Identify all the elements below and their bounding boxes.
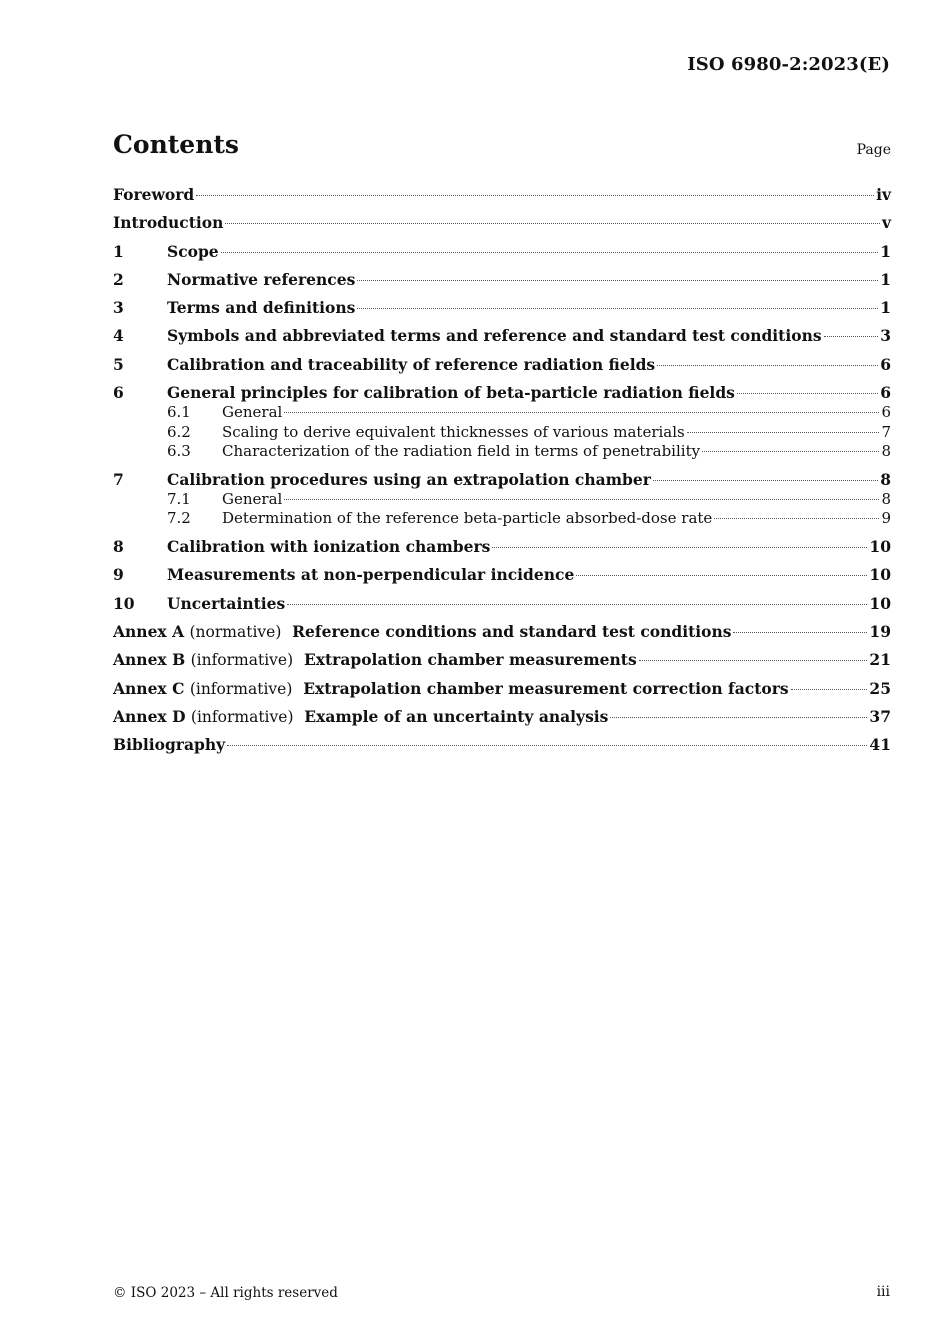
toc-entry-number: 9 [113, 565, 124, 585]
page-column-label: Page [856, 142, 891, 158]
toc-entry-general-principles[interactable] [113, 383, 891, 403]
toc-entry-page: 10 [869, 565, 891, 585]
toc-entry-foreword[interactable] [113, 185, 891, 205]
toc-entry-page: 37 [869, 706, 891, 726]
toc-dot-leader [357, 308, 878, 309]
toc-dot-leader [284, 412, 879, 413]
toc-dot-leader [657, 365, 878, 366]
footer-page-number: iii [876, 1284, 890, 1300]
toc-annex-heading [113, 622, 731, 642]
toc-subentry-6-2[interactable] [113, 423, 891, 443]
toc-entry-annex-d[interactable] [113, 707, 891, 727]
toc-subentry-title: Scaling to derive equivalent thicknesses of various materials [222, 422, 685, 441]
toc-entry-number: 8 [113, 537, 124, 557]
toc-dot-leader [225, 223, 880, 224]
toc-entry-normative-references[interactable] [113, 270, 891, 290]
toc-entry-title: Scope [167, 241, 219, 261]
toc-entry-title: Uncertainties [167, 593, 286, 613]
toc-entry-symbols[interactable] [113, 326, 891, 346]
toc-dot-leader [196, 195, 874, 196]
toc-entry-title: General principles for calibration of beta-particle radiation fields [167, 383, 735, 403]
annex-kind: (informative) [190, 707, 294, 726]
toc-entry-number: 3 [113, 298, 124, 318]
toc-entry-annex-c[interactable] [113, 679, 891, 699]
toc-entry-bibliography[interactable] [113, 735, 891, 755]
toc-entry-title: Introduction [113, 213, 224, 233]
toc-entry-non-perpendicular[interactable] [113, 565, 891, 585]
toc-subentry-title: Characterization of the radiation field in terms of penetrability [222, 442, 701, 461]
toc-dot-leader [610, 717, 867, 718]
toc-entry-number: 6 [113, 383, 124, 403]
toc-dot-leader [702, 451, 879, 452]
toc-entry-page: 1 [880, 241, 891, 261]
toc-entry-title: Terms and definitions [167, 298, 356, 318]
toc-subentry-6-1[interactable] [113, 403, 891, 423]
toc-entry-number: 4 [113, 326, 124, 346]
toc-dot-leader [576, 575, 867, 576]
toc-entry-title: Bibliography [113, 735, 226, 755]
annex-label: Annex C [113, 678, 185, 698]
annex-label: Annex A [113, 622, 185, 642]
annex-title: Reference conditions and standard test conditions [292, 622, 732, 642]
toc-entry-page: 21 [869, 650, 891, 670]
toc-entry-number: 1 [113, 241, 124, 261]
toc-dot-leader [653, 480, 878, 481]
toc-entry-ionization-chambers[interactable] [113, 537, 891, 557]
toc-annex-heading [113, 707, 608, 727]
toc-entry-page: 10 [869, 537, 891, 557]
toc-entry-uncertainties[interactable] [113, 594, 891, 614]
toc-entry-calibration-traceability[interactable] [113, 355, 891, 375]
toc-entry-page: iv [876, 185, 891, 204]
annex-title: Example of an uncertainty analysis [304, 706, 609, 726]
toc-subentry-page: 6 [881, 403, 891, 422]
toc-subentry-page: 8 [881, 489, 891, 508]
toc-entry-page: 6 [880, 383, 891, 403]
toc-subentry-7-2[interactable] [113, 509, 891, 529]
toc-entry-scope[interactable] [113, 242, 891, 262]
toc-subentry-number: 6.2 [167, 422, 191, 441]
toc-entry-page: 1 [880, 269, 891, 289]
toc-subentry-6-3[interactable] [113, 442, 891, 462]
toc-entry-page: 41 [869, 735, 891, 755]
toc-dot-leader [733, 632, 867, 633]
toc-entry-title: Calibration with ionization chambers [167, 537, 491, 557]
toc-subentry-page: 8 [881, 442, 891, 461]
toc-entry-page: v [881, 213, 891, 233]
toc-annex-heading [113, 650, 637, 670]
toc-subentry-page: 7 [881, 422, 891, 441]
toc-entry-terms-and-definitions[interactable] [113, 298, 891, 318]
toc-entry-title: Calibration procedures using an extrapolation chamber [167, 469, 651, 489]
toc-dot-leader [227, 745, 867, 746]
toc-entry-page: 10 [869, 593, 891, 613]
footer-copyright: © ISO 2023 – All rights reserved [113, 1285, 338, 1301]
page-title: Contents [113, 130, 240, 159]
toc-annex-heading [113, 679, 789, 699]
toc-subentry-title: General [222, 489, 283, 508]
annex-kind: (normative) [189, 623, 282, 642]
annex-kind: (informative) [190, 651, 294, 670]
toc-entry-annex-b[interactable] [113, 650, 891, 670]
toc-entry-title: Measurements at non-perpendicular incidence [167, 565, 575, 585]
toc-entry-introduction[interactable] [113, 213, 891, 233]
toc-dot-leader [287, 604, 867, 605]
toc-entry-number: 7 [113, 469, 124, 489]
toc-entry-number: 5 [113, 354, 124, 374]
toc-dot-leader [791, 689, 868, 690]
toc-subentry-title: General [222, 403, 283, 422]
toc-entry-number: 2 [113, 269, 124, 289]
toc-entry-title: Normative references [167, 269, 356, 289]
toc-subentry-page: 9 [881, 509, 891, 528]
toc-entry-page: 6 [880, 354, 891, 374]
toc-dot-leader [357, 280, 878, 281]
toc-subentry-title: Determination of the reference beta-particle absorbed-dose rate [222, 509, 713, 528]
annex-title: Extrapolation chamber measurement correction factors [303, 678, 789, 698]
toc-dot-leader [714, 518, 879, 519]
toc-dot-leader [492, 547, 867, 548]
annex-label: Annex D [113, 706, 186, 726]
toc-entry-annex-a[interactable] [113, 622, 891, 642]
toc-subentry-number: 7.1 [167, 489, 191, 508]
annex-label: Annex B [113, 650, 186, 670]
toc-dot-leader [221, 252, 879, 253]
toc-entry-title: Calibration and traceability of reference radiation fields [167, 354, 656, 374]
toc-entry-title: Foreword [113, 185, 195, 204]
toc-subentry-number: 7.2 [167, 509, 191, 528]
toc-dot-leader [737, 393, 878, 394]
annex-title: Extrapolation chamber measurements [303, 650, 637, 670]
toc-subentry-7-1[interactable] [113, 490, 891, 510]
toc-entry-page: 19 [869, 622, 891, 642]
toc-dot-leader [824, 336, 879, 337]
toc-subentry-number: 6.3 [167, 442, 191, 461]
contents-header [113, 130, 891, 166]
toc-entry-page: 3 [880, 326, 891, 346]
toc-entry-number: 10 [113, 593, 135, 613]
toc-entry-page: 25 [869, 678, 891, 698]
table-of-contents [113, 185, 891, 755]
toc-entry-calibration-procedures[interactable] [113, 470, 891, 490]
toc-subentry-number: 6.1 [167, 403, 191, 422]
toc-dot-leader [284, 499, 879, 500]
document-identifier: ISO 6980-2:2023(E) [687, 54, 890, 75]
toc-entry-title: Symbols and abbreviated terms and reference and standard test conditions [167, 326, 822, 346]
toc-entry-page: 8 [880, 469, 891, 489]
toc-entry-page: 1 [880, 298, 891, 318]
annex-kind: (informative) [189, 679, 293, 698]
toc-dot-leader [639, 660, 868, 661]
toc-dot-leader [687, 432, 880, 433]
